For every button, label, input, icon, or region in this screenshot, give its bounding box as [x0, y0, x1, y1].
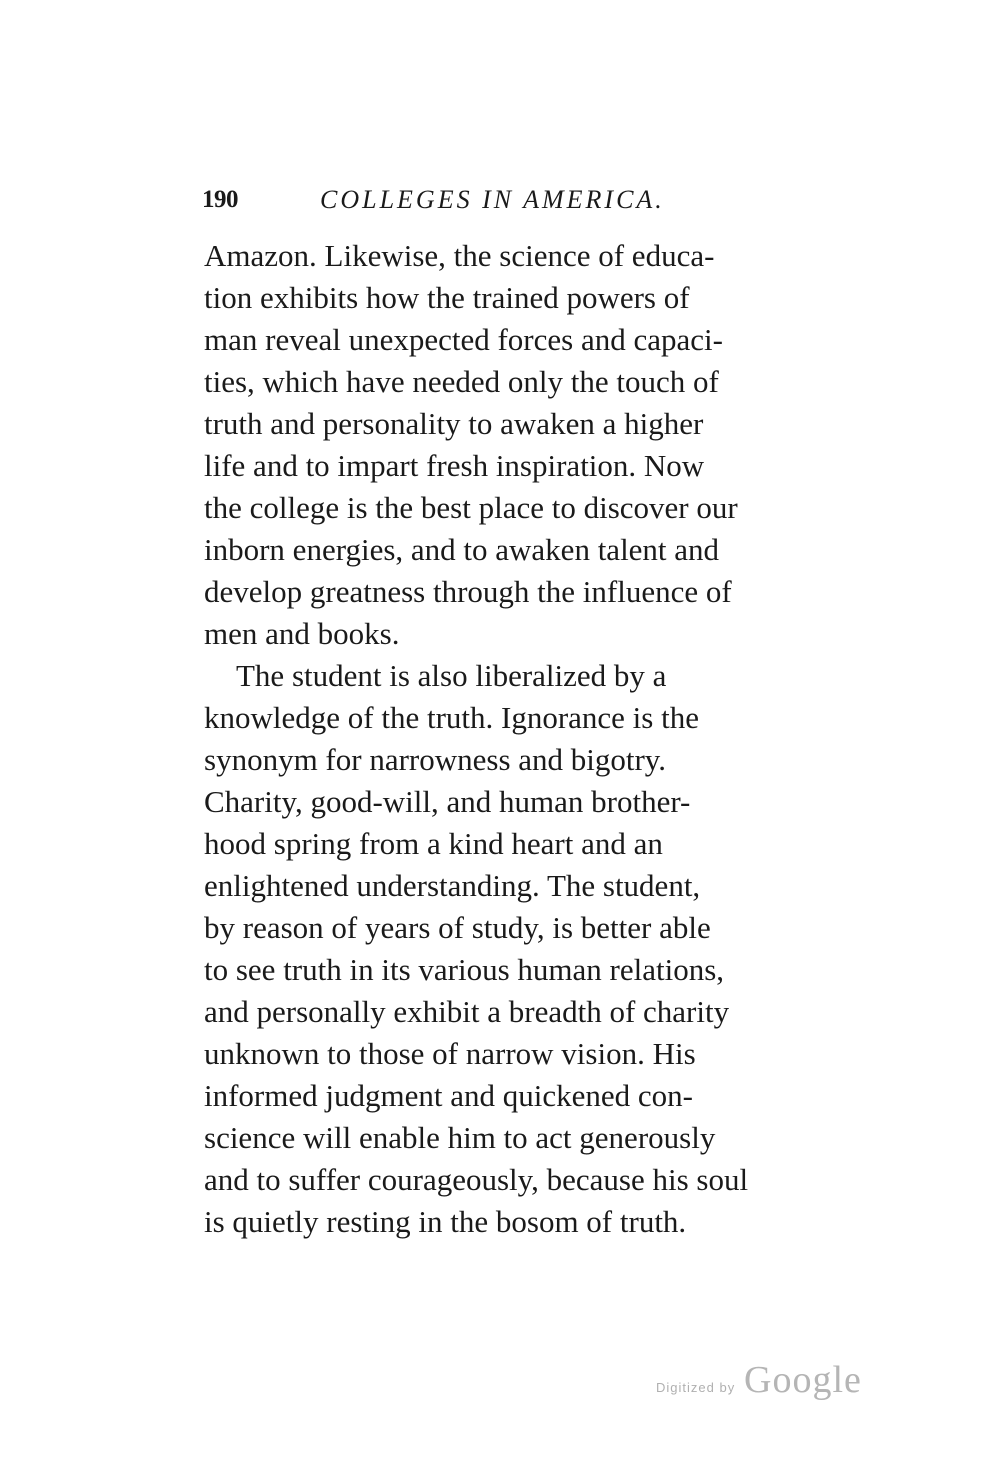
- page-header: [202, 178, 802, 222]
- paragraph-2: The student is also liberalized by a knowledge of the truth. Ignorance is the synonym for narrowness and bigotry. Charity, good-will, and human brother- hood spring from a kind heart and an enlightened understanding. The student, by reason of years of study, is better able to see truth in its various human relations, and personally exhibit a breadth of charity unknown to those of narrow vision. His informed judgment and quickened con- science will enable him to act generously and to suffer courageously, because his soul is quietly resting in the bosom of truth.: [204, 658, 749, 1239]
- running-title: COLLEGES IN AMERICA.: [320, 185, 665, 214]
- watermark-prefix: Digitized by: [656, 1380, 736, 1395]
- google-logo: Google: [744, 1359, 862, 1401]
- body-text: [204, 235, 802, 1243]
- paragraph-1: Amazon. Likewise, the science of educa- tion exhibits how the trained powers of man reveal unexpected forces and capaci- ties, which have needed only the touch of truth and personality to awaken a higher life and to impart fresh inspiration. Now the college is the best place to discover our inborn energies, and to awaken talent and develop greatness through the influence of men and books.: [204, 238, 738, 651]
- page-number: 190: [202, 186, 238, 213]
- digitized-by-google-watermark: [656, 1358, 866, 1408]
